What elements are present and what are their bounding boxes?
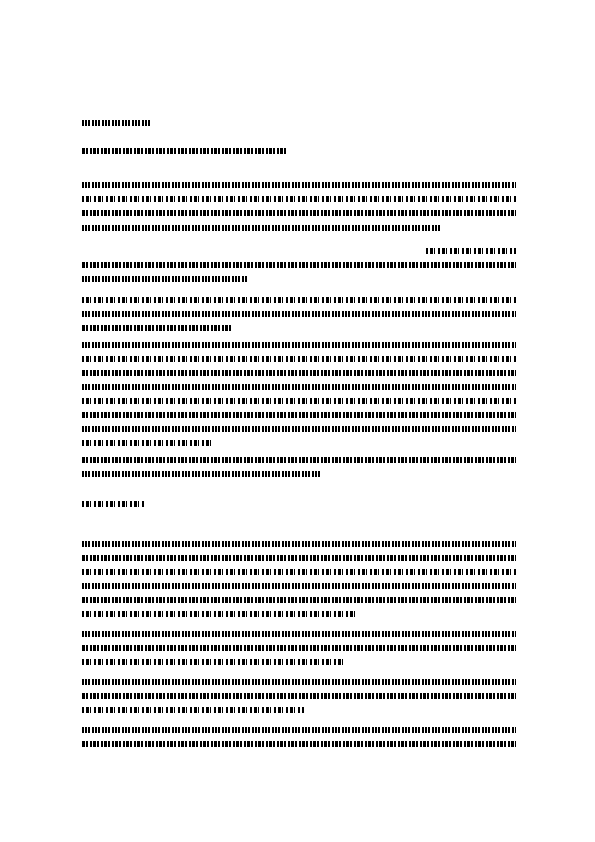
document-title	[82, 120, 152, 126]
paragraph-line	[82, 457, 516, 463]
paragraph-line	[82, 412, 516, 418]
section2-heading	[82, 501, 144, 507]
paragraph-line	[82, 645, 516, 651]
paragraph-line	[82, 384, 516, 390]
paragraph-line	[426, 248, 516, 254]
paragraph-line	[82, 342, 516, 348]
paragraph-line	[82, 210, 516, 216]
paragraph-line	[82, 741, 516, 747]
paragraph-line	[82, 541, 516, 547]
paragraph-line	[82, 426, 516, 432]
section1-heading	[82, 148, 288, 154]
paragraph-line	[82, 370, 516, 376]
paragraph-line	[82, 555, 516, 561]
paragraph-line	[82, 356, 516, 362]
paragraph-line	[82, 325, 232, 331]
paragraph-line	[82, 679, 516, 685]
paragraph-line	[82, 182, 516, 188]
paragraph-line	[82, 597, 516, 603]
paragraph-line	[82, 693, 516, 699]
paragraph-line	[82, 631, 516, 637]
paragraph-line	[82, 611, 356, 617]
paragraph-line	[82, 569, 516, 575]
paragraph-line	[82, 583, 516, 589]
paragraph-line	[82, 398, 516, 404]
paragraph-line	[82, 196, 516, 202]
paragraph-line	[82, 471, 322, 477]
paragraph-line	[82, 297, 516, 303]
paragraph-line	[82, 225, 442, 231]
paragraph-line	[82, 707, 304, 713]
paragraph-line	[82, 659, 344, 665]
paragraph-line	[82, 727, 516, 733]
paragraph-line	[82, 440, 212, 446]
paragraph-line	[82, 276, 248, 282]
paragraph-line	[82, 262, 516, 268]
paragraph-line	[82, 311, 516, 317]
